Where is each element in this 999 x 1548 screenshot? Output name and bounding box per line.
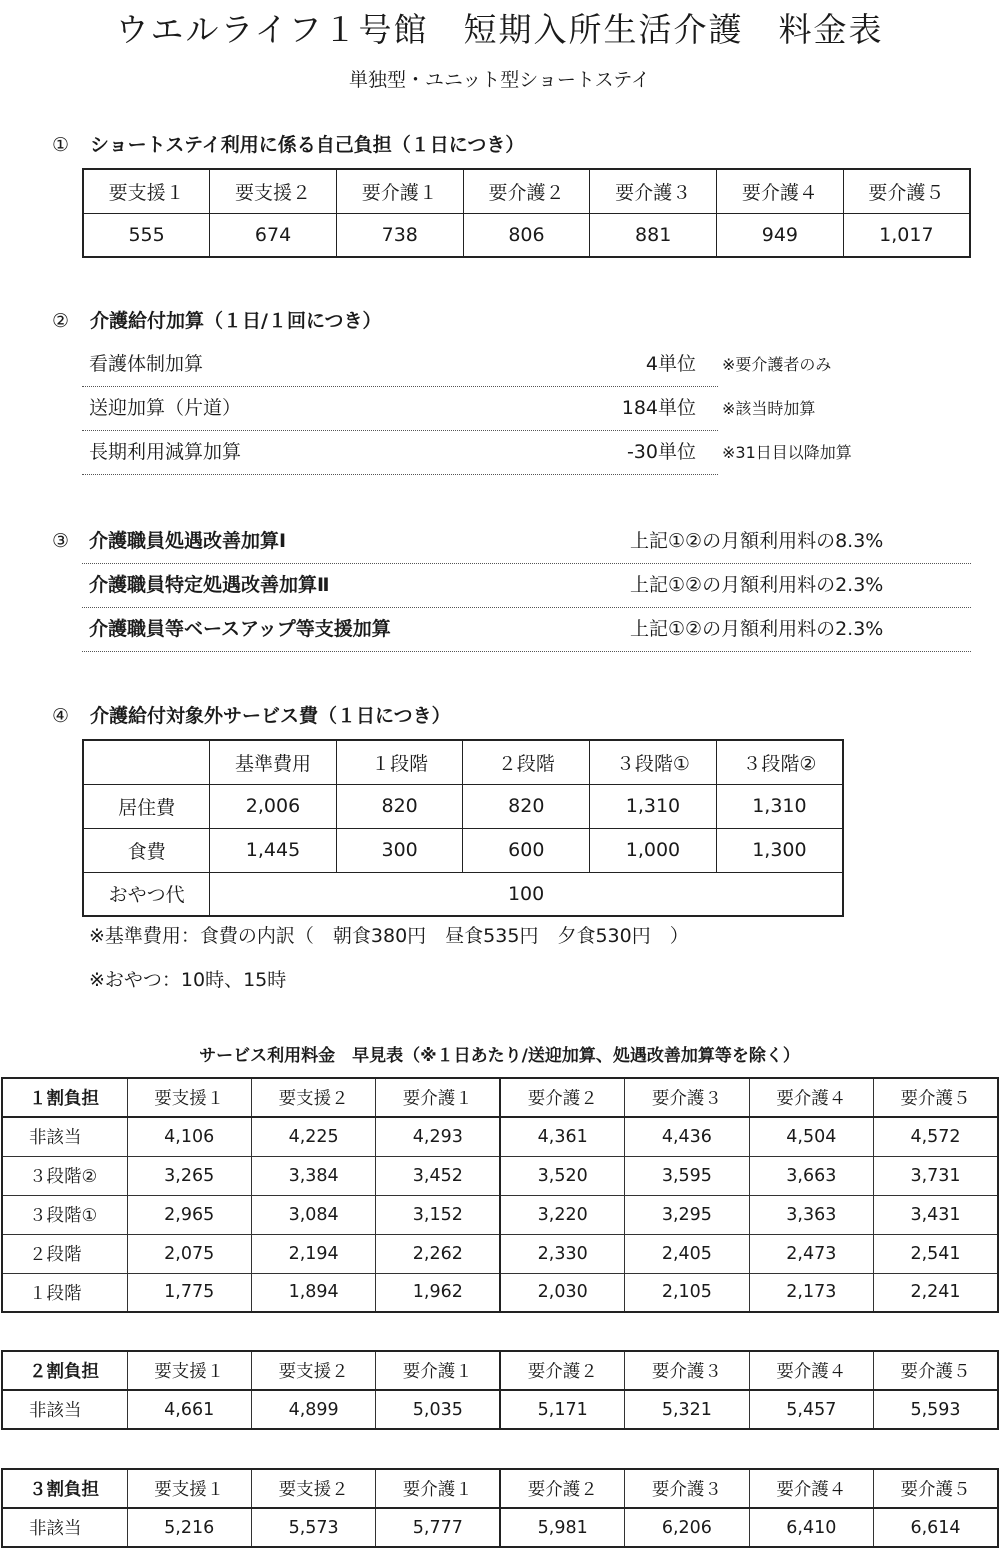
non-covered-header: ２段階 [463,740,590,784]
self-pay-value: 1,017 [843,213,970,257]
level-header: 要介護４ [749,1469,873,1508]
non-covered-header-row [83,740,843,784]
fee-cell: 1,775 [127,1273,251,1312]
level-header: 要介護１ [376,1351,500,1390]
level-header: 要介護１ [376,1469,500,1508]
non-covered-header: １段階 [336,740,463,784]
section2-number: ② [52,310,70,332]
fee-cell: 3,431 [874,1195,998,1234]
addition-label: 送迎加算（片道） [89,397,242,419]
row-label: ３段階② [2,1156,127,1195]
non-covered-header: ３段階① [590,740,717,784]
table-row [2,1273,998,1312]
row-divider [82,386,718,387]
section3-number-label: ③ [52,530,70,552]
table-row [83,872,843,916]
non-covered-header: ３段階② [716,740,843,784]
fee-cell: 1,894 [251,1273,375,1312]
fee-cell: 5,035 [376,1390,500,1429]
section4-heading [52,702,451,730]
fee-cell: 2,965 [127,1195,251,1234]
self-pay-header: 要介護３ [590,169,717,213]
row-label: おやつ代 [83,872,210,916]
fee-cell: 3,265 [127,1156,251,1195]
fee-cell: 100 [210,872,843,916]
quick-table-30-percent [1,1468,999,1548]
level-header: 要介護５ [874,1078,998,1117]
level-header: 要介護５ [874,1469,998,1508]
page-subtitle: 単独型・ユニット型ショートステイ [349,69,650,91]
addition-note: ※要介護者のみ [722,355,832,374]
fee-cell: 3,595 [625,1156,749,1195]
section2-title: 介護給付加算（１日/１回につき） [90,310,382,332]
row-label: 居住費 [83,784,210,828]
fee-cell: 1,962 [376,1273,500,1312]
table-row [2,1234,998,1273]
fee-cell: 2,330 [500,1234,624,1273]
fee-cell: 2,105 [625,1273,749,1312]
fee-cell: 5,216 [127,1508,251,1547]
self-pay-value: 674 [210,213,337,257]
fee-cell: 5,573 [251,1508,375,1547]
fee-cell: 5,321 [625,1390,749,1429]
addition-value: 184単位 [621,397,696,419]
fee-cell: 2,194 [251,1234,375,1273]
row-divider [82,607,971,608]
fee-cell: 3,384 [251,1156,375,1195]
quick-table-10-percent [1,1077,999,1313]
level-header: 要支援１ [127,1078,251,1117]
self-pay-header: 要支援２ [210,169,337,213]
self-pay-header: 要介護５ [843,169,970,213]
fee-cell: 3,363 [749,1195,873,1234]
fee-cell: 6,206 [625,1508,749,1547]
fee-cell: 2,405 [625,1234,749,1273]
burden-label: １割負担 [2,1078,127,1117]
non-covered-fee-table [82,739,844,917]
addition-label: 看護体制加算 [89,353,204,375]
non-covered-header: 基準費用 [210,740,337,784]
row-label: 非該当 [2,1390,127,1429]
fee-cell: 3,152 [376,1195,500,1234]
row-divider [82,563,971,564]
section1-title: ショートステイ利用に係る自己負担（１日につき） [90,134,525,156]
section4-title: 介護給付対象外サービス費（１日につき） [90,705,451,727]
fee-cell: 4,106 [127,1117,251,1156]
self-pay-header-row [83,169,970,213]
fee-cell: 4,504 [749,1117,873,1156]
table-row [2,1156,998,1195]
table-row [83,828,843,872]
row-label: １段階 [2,1273,127,1312]
level-header: 要介護４ [749,1351,873,1390]
treatment-addition-label: 介護職員特定処遇改善加算Ⅱ [89,574,330,596]
level-header: 要介護３ [625,1078,749,1117]
fee-cell: 4,436 [625,1117,749,1156]
self-pay-value: 881 [590,213,717,257]
fee-cell: 2,173 [749,1273,873,1312]
row-label: 食費 [83,828,210,872]
quick-table-20-percent [1,1350,999,1430]
section1-heading [52,131,524,159]
quick-header-row [2,1078,998,1117]
fee-cell: 820 [463,784,590,828]
row-label: 非該当 [2,1117,127,1156]
self-pay-header: 要介護１ [336,169,463,213]
row-divider [82,651,971,652]
meal-breakdown-note: ※基準費用：食費の内訳（ 朝食380円 昼食535円 夕食530円 ） [89,925,689,947]
row-divider [82,474,718,475]
fee-cell: 4,572 [874,1117,998,1156]
table-row [2,1195,998,1234]
non-covered-header [83,740,210,784]
self-pay-header: 要介護２ [463,169,590,213]
level-header: 要支援１ [127,1469,251,1508]
self-pay-value-row [83,213,970,257]
self-pay-table [82,168,971,258]
fee-cell: 3,220 [500,1195,624,1234]
fee-cell: 3,663 [749,1156,873,1195]
section2-heading [52,307,382,335]
fee-cell: 300 [336,828,463,872]
fee-cell: 5,457 [749,1390,873,1429]
fee-cell: 2,541 [874,1234,998,1273]
page-title: ウエルライフ１号館 短期入所生活介護 料金表 [115,10,884,49]
addition-value: -30単位 [626,441,696,463]
fee-cell: 5,593 [874,1390,998,1429]
level-header: 要介護４ [749,1078,873,1117]
snack-time-note: ※おやつ：10時、15時 [89,969,287,991]
fee-cell: 2,262 [376,1234,500,1273]
row-label: 非該当 [2,1508,127,1547]
self-pay-value: 949 [717,213,844,257]
fee-cell: 600 [463,828,590,872]
treatment-addition-label: 介護職員等ベースアップ等支援加算 [89,618,391,640]
fee-cell: 5,171 [500,1390,624,1429]
level-header: 要介護２ [500,1351,624,1390]
fee-cell: 5,777 [376,1508,500,1547]
level-header: 要介護１ [376,1078,500,1117]
section4-number: ④ [52,705,70,727]
burden-label: ３割負担 [2,1469,127,1508]
quick-header-row [2,1469,998,1508]
self-pay-header: 要介護４ [717,169,844,213]
addition-value: 4単位 [645,353,696,375]
burden-label: ２割負担 [2,1351,127,1390]
fee-cell: 1,300 [716,828,843,872]
level-header: 要介護３ [625,1351,749,1390]
fee-cell: 4,661 [127,1390,251,1429]
fee-cell: 4,361 [500,1117,624,1156]
fee-cell: 2,030 [500,1273,624,1312]
fee-cell: 4,899 [251,1390,375,1429]
fee-cell: 3,084 [251,1195,375,1234]
fee-cell: 1,445 [210,828,337,872]
level-header: 要支援２ [251,1078,375,1117]
fee-cell: 1,310 [590,784,717,828]
table-row [2,1117,998,1156]
fee-cell: 2,473 [749,1234,873,1273]
table-row [83,784,843,828]
level-header: 要支援１ [127,1351,251,1390]
fee-cell: 5,981 [500,1508,624,1547]
self-pay-value: 806 [463,213,590,257]
row-divider [82,430,718,431]
treatment-addition-value: 上記①②の月額利用料の2.3% [630,574,884,596]
fee-cell: 1,000 [590,828,717,872]
fee-cell: 3,731 [874,1156,998,1195]
addition-note: ※該当時加算 [722,399,816,418]
section3-number [52,527,90,555]
level-header: 要介護５ [874,1351,998,1390]
fee-cell: 3,295 [625,1195,749,1234]
fee-cell: 820 [336,784,463,828]
table-row [2,1390,998,1429]
fee-cell: 3,520 [500,1156,624,1195]
level-header: 要介護２ [500,1078,624,1117]
level-header: 要支援２ [251,1469,375,1508]
fee-cell: 4,225 [251,1117,375,1156]
treatment-addition-label: 介護職員処遇改善加算Ⅰ [89,530,287,552]
level-header: 要支援２ [251,1351,375,1390]
treatment-addition-value: 上記①②の月額利用料の8.3% [630,530,884,552]
quick-table-title: サービス利用料金 早見表（※１日あたり/送迎加算、処遇改善加算等を除く） [199,1046,800,1066]
row-label: ３段階① [2,1195,127,1234]
addition-label: 長期利用減算加算 [89,441,242,463]
addition-note: ※31日目以降加算 [722,443,852,462]
fee-cell: 2,241 [874,1273,998,1312]
fee-cell: 2,075 [127,1234,251,1273]
fee-cell: 1,310 [716,784,843,828]
fee-cell: 6,614 [874,1508,998,1547]
level-header: 要介護２ [500,1469,624,1508]
table-row [2,1508,998,1547]
fee-cell: 6,410 [749,1508,873,1547]
self-pay-value: 738 [336,213,463,257]
level-header: 要介護３ [625,1469,749,1508]
row-label: ２段階 [2,1234,127,1273]
treatment-addition-value: 上記①②の月額利用料の2.3% [630,618,884,640]
self-pay-header: 要支援１ [83,169,210,213]
fee-cell: 3,452 [376,1156,500,1195]
fee-cell: 4,293 [376,1117,500,1156]
self-pay-value: 555 [83,213,210,257]
quick-header-row [2,1351,998,1390]
section1-number: ① [52,134,70,156]
fee-cell: 2,006 [210,784,337,828]
